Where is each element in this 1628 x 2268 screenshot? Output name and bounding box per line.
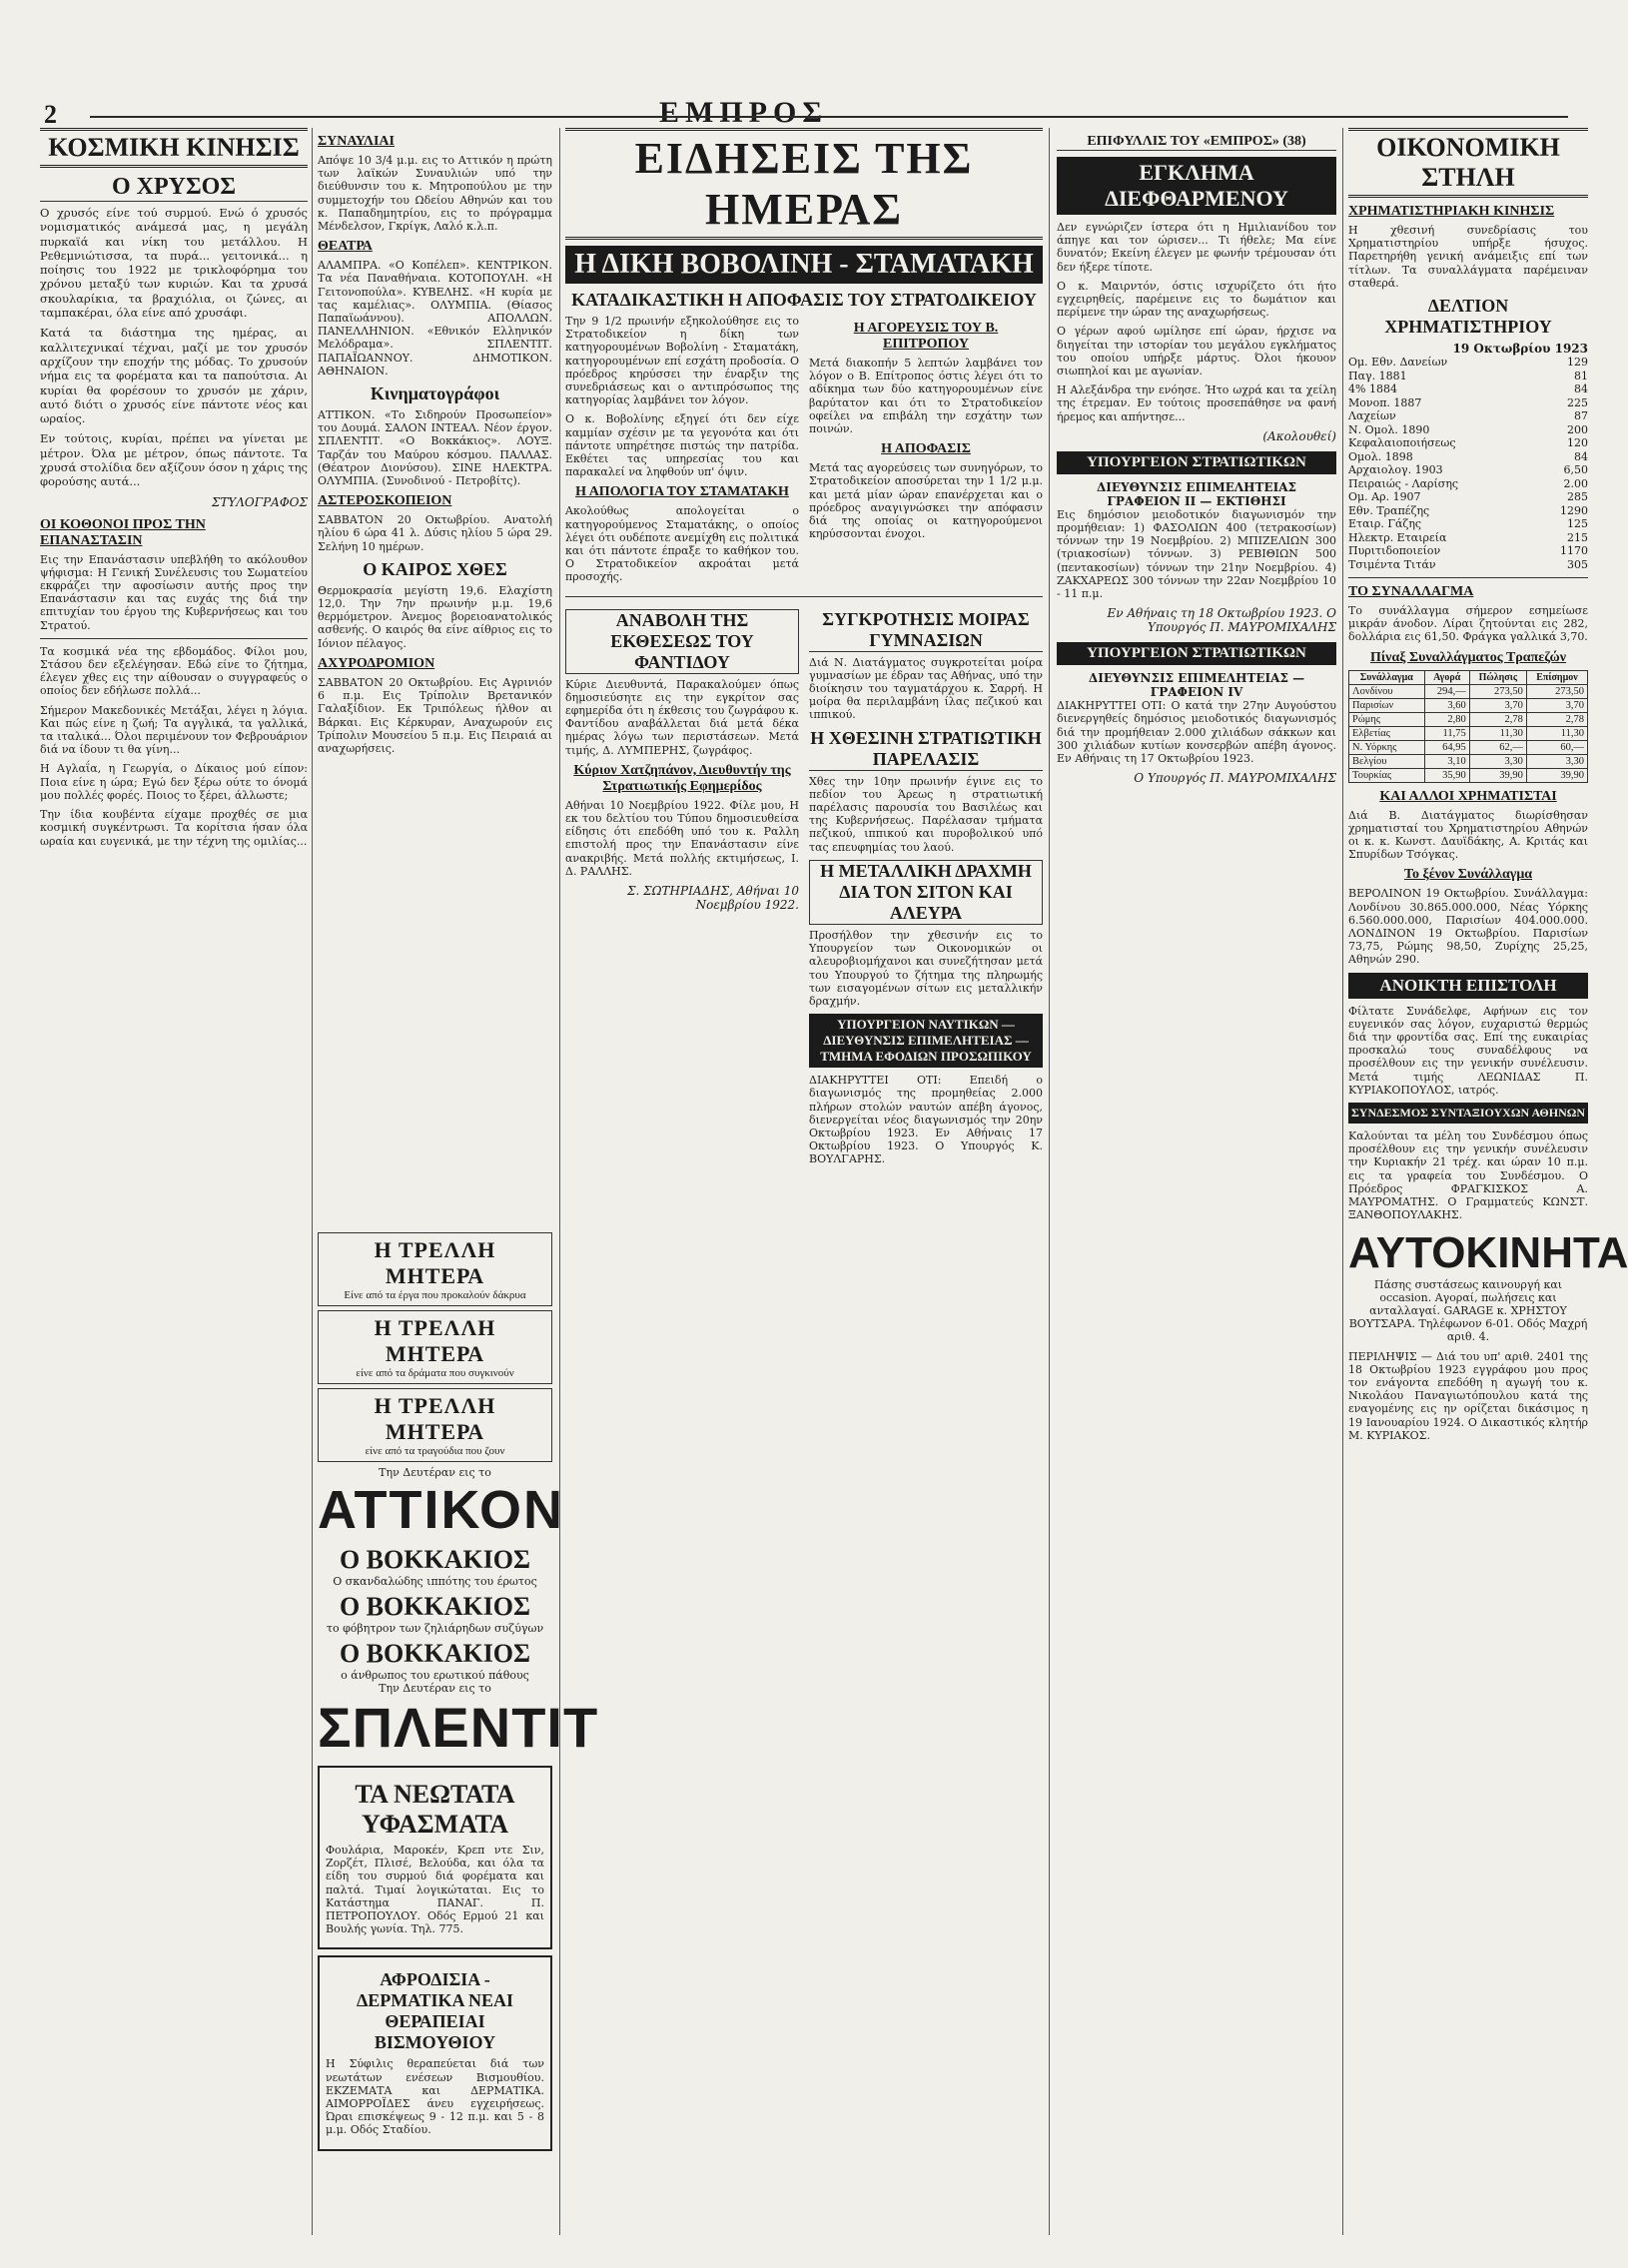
ad-title: Η ΤΡΕΛΛΗ ΜΗΤΕΡΑ [374, 1315, 496, 1366]
column-news-of-day [565, 128, 1043, 2225]
rate-value: 129 [1567, 356, 1588, 370]
ad-mad-mother-1 [318, 1232, 552, 1306]
rate-name: Αρχαιολογ. 1903 [1348, 463, 1443, 477]
rate-value: 285 [1567, 490, 1588, 504]
signature: Σ. ΣΩΤΗΡΙΑΔΗΣ, Αθήναι 10 Νοεμβρίου 1922. [626, 884, 799, 913]
rate-name: Ομ. Αρ. 1907 [1348, 490, 1421, 504]
divider [40, 638, 308, 639]
trial-columns [565, 315, 1043, 590]
article-text: Την ίδια κουβέντα είχαμε προχθές σε μια κοσμική συγκέντρωσι. Τα κορίτσια ήσαν όλα ωραία και ευγενικά, με την τέχνη της ομιλίας... [40, 808, 308, 848]
table-cell: 3,10 [1424, 754, 1469, 768]
table-cell: Ρώμης [1349, 712, 1425, 726]
article-text: Ακολούθως απολογείται ο κατηγορούμενος Σταματάκης, ο οποίος λέγει ότι ουδέποτε ανεμίχθη εις πολιτικά και ότι πάντοτε έπραξε το καθήκον του. Ο Στρατοδικείον ακροάται μετά προσοχής. [565, 504, 799, 584]
rate-value: 305 [1567, 557, 1588, 571]
table-cell: 11,30 [1469, 726, 1526, 740]
rate-value: 1290 [1560, 503, 1588, 517]
rate-row [1348, 370, 1588, 383]
rate-row [1348, 396, 1588, 410]
article-text: Καλούνται τα μέλη του Συνδέσμου όπως προσέλθουν εις την γενικήν συνέλευσιν την Κυριακήν 21 τρέχ. και ώραν 10 π.μ. εις τα γραφεία του Συνδέσμου. Ο Πρόεδρος ΦΡΑΓΚΙΣΚΟΣ Α. ΜΑΥΡΟΜΑΤΗΣ. Ο Γραμματεύς ΚΩΝΣΤ. ΞΑΝΘΟΠΟΥΛΑΚΗΣ. [1348, 1130, 1588, 1222]
ad-subtitle: το φόβητρον των ζηλιάρηδων συζύγων [326, 1622, 544, 1635]
section-banner-social: ΚΟΣΜΙΚΗ ΚΙΝΗΣΙΣ [40, 128, 308, 168]
ad-mad-mother-3 [318, 1388, 552, 1462]
ad-attikon-pre: Την Δευτέραν εις το [379, 1466, 491, 1479]
rate-row [1348, 544, 1588, 558]
rate-name: Ν. Ομολ. 1890 [1348, 422, 1430, 436]
headline-exchange-bulletin: ΔΕΛΤΙΟΝ ΧΡΗΜΑΤΙΣΤΗΡΙΟΥ [1384, 296, 1552, 338]
table-row [1349, 684, 1588, 698]
table-cell: Βελγίου [1349, 754, 1425, 768]
table-cell: 3,30 [1469, 754, 1526, 768]
headline-cinemas: Κινηματογράφοι [370, 383, 500, 404]
ad-splendit-pre: Την Δευτέραν εις το [379, 1682, 491, 1695]
rate-name: Εταιρ. Γάζης [1348, 517, 1422, 531]
ad-mad-mother-2 [318, 1310, 552, 1384]
headline-observatory: ΑΣΤΕΡΟΣΚΟΠΕΙΟΝ [318, 493, 452, 509]
table-cell: 2,78 [1469, 712, 1526, 726]
rate-name: Τσιμέντα Τιτάν [1348, 557, 1436, 571]
ad-fabrics [318, 1766, 552, 1949]
notice-text: Εις δημόσιον μειοδοτικόν διαγωνισμόν την προμήθειαν: 1) ΦΑΣΟΛΙΩΝ 400 (τετρακοσίων) τόννων την 19 Νοεμβρίου. 2) ΜΠΙΖΕΛΙΩΝ 300 (τριακοσίων) τόννων. 3) ΡΕΒΙΘΙΩΝ 500 (πεντακοσίων) τόννων την 21ην Νοεμβρίου. 4) ΖΑΚΧΑΡΕΩΣ 300 τόννων την 22αν Νοεμβρίου 10 - 11 π.μ. [1057, 507, 1336, 601]
table-cell: 273,50 [1469, 684, 1526, 698]
ads-block [318, 1228, 599, 2227]
headline-pensioners: ΣΥΝΔΕΣΜΟΣ ΣΥΝΤΑΞΙΟΥΧΩΝ ΑΘΗΝΩΝ [1348, 1103, 1588, 1124]
ad-medical [318, 1955, 552, 2150]
ad-subtitle: Ο σκανδαλώδης ιππότης του έρωτος [333, 1575, 537, 1588]
headline-trial: Η ΔΙΚΗ ΒΟΒΟΛΙΝΗ - ΣΤΑΜΑΤΑΚΗ [565, 246, 1043, 284]
table-row [1349, 712, 1588, 726]
article-text: Φίλτατε Συνάδελφε, Αφήνων εις τον ευγενικόν σας λόγον, ευχαριστώ θερμώς διά την φροντίδα σας. Επί της ευκαιρίας προσκαλώ τους συναδέλφους να προσέλθουν εις την γενικήν συνέλευσιν. Μετά τιμής ΛΕΩΝΙΔΑΣ Π. ΚΥΡΙΑΚΟΠΟΥΛΟΣ, ιατρός. [1348, 1004, 1588, 1097]
rate-name: Λαχείων [1348, 409, 1396, 423]
ad-body: Φουλάρια, Μαροκέν, Κρεπ ντε Σιν, Ζορζέτ, Πλισέ, Βελούδα, και όλα τα είδη του συρμού διά φορέματα και παλτά. Τιμαί λογικώταται. Εις το Κατάστημα ΠΑΝΑΓ. Π. ΠΕΤΡΟΠΟΥΛΟΥ. Οδός Ερμού 21 και Βουλής γωνία. Τηλ. 775. [326, 1844, 544, 1936]
headline-prosecutor: Η ΑΓΟΡΕΥΣΙΣ ΤΟΥ Β. ΕΠΙΤΡΟΠΟΥ [853, 321, 999, 352]
ad-subtitle: είνε από τα δράματα που συγκινούν [356, 1367, 514, 1379]
headline-stamatakis-defence: Η ΑΠΟΛΟΓΙΑ ΤΟΥ ΣΤΑΜΑΤΑΚΗ [575, 484, 789, 500]
subheadline-verdict: ΚΑΤΑΔΙΚΑΣΤΙΚΗ Η ΑΠΟΦΑΣΙΣ ΤΟΥ ΣΤΡΑΤΟΔΙΚΕΙΟΥ [571, 290, 1037, 310]
column-rule [559, 128, 560, 2235]
column-rule [312, 128, 313, 2235]
rate-name: Πυριτιδοποιείον [1348, 544, 1441, 558]
rate-value: 225 [1567, 395, 1588, 409]
article-text: Ο γέρων αφού ωμίλησε επί ώραν, ήρχισε να διηγείται την ιστορίαν του μεγάλου εγκλήματος του οποίου υπήρξε μάρτυς. Όλοι ήκουον σιωπηλοί και με αγωνίαν. [1057, 325, 1336, 378]
rate-row [1348, 504, 1588, 518]
feuilleton-label: ΕΠΙΦΥΛΛΙΣ ΤΟΥ «ΕΜΠΡΟΣ» (38) [1057, 134, 1336, 151]
article-text: Η Αγλαΐα, η Γεωργία, ο Δίκαιος μού είπον: Ποια είνε η ώρα; Εγώ δεν ξέρω ούτε το όνομά μου πολλές φορές. Ποιος το ξέρει, άλλωστε; [40, 762, 308, 802]
rate-row [1348, 436, 1588, 450]
ad-subtitle: Είνε από τα έργα που προκαλούν δάκρυα [344, 1289, 526, 1301]
feuilleton-title: ΕΓΚΛΗΜΑ ΔΙΕΦΘΑΡΜΕΝΟΥ [1057, 157, 1336, 215]
rate-row [1348, 477, 1588, 491]
notice-text: ΔΙΑΚΗΡΥΤΤΕΙ ΟΤΙ: Ο κατά την 27ην Αυγούστου διενεργηθείς δημόσιος μειοδοτικός διαγωνισμός διά την προμήθειαν 2.000 χιλιάδων σάκκων και 300 χιλιάδων κυτίων κονσερβών απέβη άγονος. Εν Αθήναις τη 17 Οκτωβρίου 1923. [1057, 699, 1336, 766]
column-entertainment [318, 128, 552, 1216]
table-cell: Ν. Υόρκης [1349, 740, 1425, 754]
table-cell: 3,60 [1424, 698, 1469, 712]
headline-open-letter: ΑΝΟΙΚΤΗ ΕΠΙΣΤΟΛΗ [1348, 973, 1588, 999]
headline-concerts: ΣΥΝΑΥΛΙΑΙ [318, 134, 395, 149]
rate-value: 81 [1574, 369, 1588, 382]
table-cell: 273,50 [1526, 684, 1587, 698]
ad-title: ΑΦΡΟΔΙΣΙΑ - ΔΕΡΜΑΤΙΚΑ ΝΕΑΙ ΘΕΡΑΠΕΙΑΙ ΒΙΣΜΟΥΘΙΟΥ [356, 1969, 514, 2053]
table-row [1349, 740, 1588, 754]
table-header-cell: Αγορά [1424, 670, 1469, 684]
headline-letter: Κύριον Χατζηπάνον, Διευθυντήν της Στρατιωτικής Εφημερίδος [573, 762, 791, 794]
table-cell: 64,95 [1424, 740, 1469, 754]
table-body [1349, 684, 1588, 782]
notice-signature: Εν Αθήναις τη 18 Οκτωβρίου 1923. Ο Υπουργός Π. ΜΑΥΡΟΜΙΧΑΛΗΣ [1107, 606, 1336, 635]
article-text: Μετά τας αγορεύσεις των συνηγόρων, το Στρατοδικείον αποσύρεται την 1 1/2 μ.μ. και μετά μίαν ώραν επανέρχεται και ο πρόεδρος αναγιγνώσκει την απόφασιν διά της οποίας οι κατηγορούμενοι κηρύσσονται ένοχοι. [809, 461, 1043, 541]
divider [1348, 577, 1588, 578]
table-header-row [1349, 670, 1588, 684]
news-col-right [809, 603, 1043, 1172]
article-text: Ο χρυσός είνε τού συρμού. Ενώ ό χρυσός νομισματικός ανάμεσά μας, η μεγάλη πυρκαϊά και νίκη του μετάλλου. Η Ρεθεμνιώτισσα, τα πυρά... γειτονικά... η ποίησις του 1922 με τρικλοφόρημα του χρόνου μεταξύ των κυριών. Και τα χρυσά σκουλαρίκια, τα βραχιόλια, οι ζώνες, αι ταμπακέραι, όλα είνε από χρυσάφι. [40, 206, 308, 321]
article-text: Προσήλθον την χθεσινήν εις το Υπουργείον των Οικονομικών οι αλευροβιομήχανοι και συνεζήτησαν μετά του Υπουργού το ζήτημα της πληρωμής των εισαγομένων σίτων εις μεταλλικήν δραχμήν. [809, 928, 1043, 1008]
rate-name: Εθν. Τραπέζης [1348, 503, 1430, 517]
headline-exchange: ΤΟ ΣΥΝΑΛΛΑΓΜΑ [1348, 584, 1474, 600]
rate-row [1348, 423, 1588, 437]
table-cell: 2,80 [1424, 712, 1469, 726]
section-banner-economic: ΟΙΚΟΝΟΜΙΚΗ ΣΤΗΛΗ [1348, 128, 1588, 198]
headline-racing: ΑΧΥΡΟΔΡΟΜΙΟΝ [318, 655, 435, 671]
rate-row [1348, 450, 1588, 464]
exchange-table [1348, 670, 1588, 783]
rate-value: 2.00 [1563, 476, 1588, 490]
table-cell: 3,30 [1526, 754, 1587, 768]
headline-foreign-exchange: Το ξένον Συνάλλαγμα [1403, 867, 1533, 883]
table-cell: 62,— [1469, 740, 1526, 754]
rate-value: 215 [1567, 530, 1588, 544]
column-rule [1049, 128, 1050, 2235]
headline-theatres: ΘΕΑΤΡΑ [318, 239, 373, 255]
rate-name: 4% 1884 [1348, 382, 1397, 396]
notice-ministry-header: ΥΠΟΥΡΓΕΙΟΝ ΣΤΡΑΤΙΩΤΙΚΩΝ [1057, 642, 1336, 665]
table-title: Πίναξ Συναλλάγματος Τραπεζών [1369, 649, 1567, 665]
article-text: Κύριε Διευθυντά, Παρακαλούμεν όπως δημοσιεύσητε εις την εγκρίτον σας εφημερίδα ότι η έκθεσις του ζωγράφου κ. Φαντίδου αναβάλλεται διά μετά δέκα ημέρας λόγω των περιστάσεων. Μετά τιμής, Δ. ΛΥΜΠΕΡΗΣ, ζωγράφος. [565, 677, 799, 757]
article-text: Η Αλεξάνδρα την ενόησε. Ήτο ωχρά και τα χείλη της έτρεμαν. Εν τούτοις προσεπάθησε να φανή ήρεμος και απήντησε... [1057, 383, 1336, 423]
table-cell: Τουρκίας [1349, 768, 1425, 782]
table-cell: 294,— [1424, 684, 1469, 698]
column-rule [1342, 128, 1343, 2235]
article-text: Μετά διακοπήν 5 λεπτών λαμβάνει τον λόγον ο Β. Επίτροπος όστις λέγει ότι το αδίκημα των δύο κατηγορουμένων είνε βαρύτατον και ότι το Στρατοδικείον οφείλει να επιβάλη την εσχάτην των ποινών. [809, 357, 1043, 436]
headline-weather: Ο ΚΑΙΡΟΣ ΧΘΕΣ [363, 558, 507, 579]
table-cell: 60,— [1526, 740, 1587, 754]
rate-row [1348, 409, 1588, 423]
rate-name: Μονοπ. 1887 [1348, 395, 1422, 409]
rate-row [1348, 558, 1588, 572]
rate-row [1348, 356, 1588, 370]
ad-body: Πάσης συστάσεως καινουργή και occasion. Αγοραί, πωλήσεις και ανταλλαγαί. GARAGE κ. ΧΡΗΣΤΟΥ ΒΟΥΤΣΑΡΑ. Τηλέφωνον 6-01. Οδός Μαχρή αριθ. 4. [1348, 1277, 1588, 1344]
rates-list [1348, 356, 1588, 571]
article-text: Εις την Επανάστασιν υπεβλήθη το ακόλουθον ψήφισμα: Η Γενική Συνέλευσις του Σωματείου εκφράζει την αφοσίωσιν αυτής προς την Επανάστασιν και τας ευχάς της διά την επιτυχίαν του έργου της Κυβερνήσεως και του Στρατού. [40, 552, 308, 632]
rate-row [1348, 531, 1588, 545]
ad-title: Η ΤΡΕΛΛΗ ΜΗΤΕΡΑ [374, 1237, 496, 1288]
column-feuilleton-notices [1057, 128, 1336, 2225]
ad-subtitle: ο άνθρωπος του ερωτικού πάθους [341, 1669, 529, 1682]
article-text: Αθήναι 10 Νοεμβρίου 1922. Φίλε μου, Η εκ του δελτίου του Τύπου δημοσιευθείσα είδησις ότι επεδόθη υπό του κ. Ραλλη επιστολή προς την Επανάστασιν είνε ανακριβής. Μετά πολλής εκτιμήσεως, Ι. Δ. ΡΑΛΛΗΣ. [565, 798, 799, 878]
ad-bokkakios: Ο ΒΟΚΚΑΚΙΟΣ [339, 1545, 531, 1574]
table-cell: Ελβετίας [1349, 726, 1425, 740]
article-text: Δεν εγνώριζεν ίστερα ότι η Ημιλιανίδου τον άπηγε και τον ώρισεν... Τι ήθελε; Μα είνε δυνατόν; Εκείνη έλεγεν με φωνήν τρέμουσαν ότι δεν ήξερε τίποτε. [1057, 221, 1336, 274]
article-text: ΔΙΑΚΗΡΥΤΤΕΙ ΟΤΙ: Επειδή ο διαγωνισμός της προμηθείας 2.000 πλήρων στολών ναυτών απέβη άγονος, διενεργείται νέος διαγωνισμός την 20ην Οκτωβρίου 1923. Εν Αθήναις 17 Οκτωβρίου 1923. Ο Υπουργός Κ. ΒΟΥΛΓΑΡΗΣ. [809, 1074, 1043, 1166]
article-text: ΣΑΒΒΑΤΟΝ 20 Οκτωβρίου. Εις Αγρινιόν 6 π.μ. Εις Τρίπολιν Βρετανικόν Γαλαξίδιον. Εκ Τριπόλεως ήλθον αι Βάρκαι. Εις Κέρκυραν, Αναχωρούν εις Τρίπολιν Μουσείου 5 π.μ. Εις Πειραιά αι αναχωρήσεις. [318, 675, 552, 755]
headline-brokers: ΚΑΙ ΑΛΛΟΙ ΧΡΗΜΑΤΙΣΤΑΙ [1379, 788, 1557, 804]
table-row [1349, 698, 1588, 712]
table-header-cell: Επίσημον [1526, 670, 1587, 684]
rate-value: 84 [1574, 449, 1588, 463]
rate-name: Ηλεκτρ. Εταιρεία [1348, 530, 1447, 544]
article-text: Ο κ. Βοβολίνης εξηγεί ότι δεν είχε καμμίαν σχέσιν με τα γεγονότα και ότι πάντοτε υπηρέτησε πιστώς την πατρίδα. Εκθέτει τας υπηρεσίας του και παρακαλεί να ληφθούν υπ' όψιν. [565, 412, 799, 479]
ad-title: ΤΑ ΝΕΩΤΑΤΑ ΥΦΑΣΜΑΤΑ [355, 1780, 515, 1839]
table-cell: Λονδίνου [1349, 684, 1425, 698]
trial-col-right [809, 315, 1043, 590]
article-text: ΠΕΡΙΛΗΨΙΣ — Διά του υπ' αριθ. 2401 της 18 Οκτωβρίου 1923 εγγράφου μου προς τον ενάγοντα επεδόθη η αγωγή του κ. Νικολάου Παναγιωτόπουλου κατά της εναγομένης εις ην ορίζεται δικάσιμος η 19 Ιανουαρίου 1924. Ο Δικαστικός κλητήρ Μ. ΚΥΡΙΑΚΟΣ. [1348, 1349, 1588, 1442]
headline-verdict: Η ΑΠΟΦΑΣΙΣ [881, 441, 971, 457]
article-text: Απόψε 10 3/4 μ.μ. εις το Αττικόν η πρώτη των λαϊκών Συναυλιών υπό την διεύθυνσιν του κ. Μητροπούλου με την συμμετοχήν του Ωδείου Αθηνών και του κ. Παπαδημητρίου, εις το πρόγραμμα Μένδελσον, Γκρίγκ, Λαλό κ.λ.π. [318, 154, 552, 234]
article-text: Το συνάλλαγμα σήμερον εσημείωσε μικράν άνοδον. Λίραι ζητούνται εις 282, δολλάρια εις 61,50. Φράγκα γαλλικά 3,70. [1348, 604, 1588, 644]
rate-row [1348, 382, 1588, 396]
article-text: Την 9 1/2 πρωινήν εξηκολούθησε εις το Στρατοδικείον η δίκη των κατηγορουμένων Βοβολίνη - Σταματάκη, κατηγορουμένων επί εσχάτη προδοσία. Ο πρόεδρος κηρύσσει την έναρξιν της συνεδριάσεως και ο αντιπρόσωπος της κατηγορίας λαμβάνει τον λόγον. [565, 315, 799, 407]
trial-col-left [565, 315, 799, 590]
rate-name: Ομ. Εθν. Δανείων [1348, 356, 1448, 370]
ad-attikon: ΑΤΤΙΚΟΝ [318, 1480, 565, 1540]
table-cell: 2,78 [1526, 712, 1587, 726]
headline-navy-ministry: ΥΠΟΥΡΓΕΙΟΝ ΝΑΥΤΙΚΩΝ — ΔΙΕΥΘΥΝΣΙΣ ΕΠΙΜΕΛΗΤΕΙΑΣ — ΤΜΗΜΑ ΕΦΟΔΙΩΝ ΠΡΟΣΩΠΙΚΟΥ [809, 1014, 1043, 1068]
table-cell: Παρισίων [1349, 698, 1425, 712]
table-row [1349, 754, 1588, 768]
rate-value: 125 [1567, 517, 1588, 531]
article-text: ΣΑΒΒΑΤΟΝ 20 Οκτωβρίου. Ανατολή ηλίου 6 ώρα 41 λ. Δύσις ηλίου 5 ώρα 29. Σελήνη 10 ημέρων. [318, 513, 552, 553]
ad-splendit: ΣΠΛΕΝΤΙΤ [318, 1696, 599, 1759]
rate-value: 84 [1574, 382, 1588, 396]
rate-row [1348, 490, 1588, 504]
article-text: ΑΛΑΜΠΡΑ. «Ο Κοπέλεπ». ΚΕΝΤΡΙΚΟΝ. Τα νέα Παναθήναια. ΚΟΤΟΠΟΥΛΗ. «Η Γειτονοπούλα». ΚΥΒΕΛΗΣ. «Η κυρία με τας καμέλιας». ΟΛΥΜΠΙΑ. (Θίασος Παπαϊωάννου). ΑΠΟΛΛΩΝ. ΠΑΝΕΛΛΗΝΙΟΝ. «Εθνικόν Ελληνικόν Μελόδραμα». ΣΠΛΕΝΤΙΤ. ΠΑΠΑΪΩΑΝΝΟΥ. ΔΗΜΟΤΙΚΟΝ. ΑΘΗΝΑΙΟΝ. [318, 259, 552, 378]
rate-name: Πειραιώς - Λαρίσης [1348, 476, 1459, 490]
article-text: Διά Ν. Διατάγματος συγκροτείται μοίρα γυμνασίων με έδραν τας Αθήνας, υπό την διοίκησιν του ταγματάρχου κ. Σαρρή. Η μοίρα θα περιλαμβάνη ίλας πεζικού και ιππικού. [809, 655, 1043, 722]
column-social-news [40, 128, 308, 1716]
table-cell: 11,75 [1424, 726, 1469, 740]
rate-value: 200 [1567, 422, 1588, 436]
rate-value: 120 [1567, 436, 1588, 450]
headline-gymnasium: ΣΥΓΚΡΟΤΗΣΙΣ ΜΟΙΡΑΣ ΓΥΜΝΑΣΙΩΝ [809, 609, 1043, 652]
masthead-rule [90, 116, 1568, 118]
table-row [1349, 768, 1588, 782]
table-header-cell: Συνάλλαγμα [1349, 670, 1425, 684]
rate-value: 87 [1574, 409, 1588, 423]
ad-bokkakios: Ο ΒΟΚΚΑΚΙΟΣ [339, 1592, 531, 1621]
headline-metal-drachma: Η ΜΕΤΑΛΛΙΚΗ ΔΡΑΧΜΗ ΔΙΑ ΤΟΝ ΣΙΤΟΝ ΚΑΙ ΑΛΕΥΡΑ [809, 860, 1043, 925]
ad-title: Η ΤΡΕΛΛΗ ΜΗΤΕΡΑ [374, 1393, 496, 1444]
divider [565, 596, 1043, 597]
table-header-cell: Πώλησις [1469, 670, 1526, 684]
ad-automobiles: ΑΥΤΟΚΙΝΗΤΑ [1348, 1227, 1628, 1277]
article-text: Η χθεσινή συνεδρίασις του Χρηματιστηρίου υπήρξε ήσυχος. Παρετηρήθη γενική ανάμειξις επί των τίτλων. Τα συναλλάγματα παρέμειναν σταθερά. [1348, 224, 1588, 290]
news-columns [565, 603, 1043, 1172]
byline: ΣΤΥΛΟΓΡΑΦΟΣ [211, 494, 308, 509]
article-text: Διά Β. Διατάγματος διωρίσθησαν χρηματισταί του Χρηματιστηρίου Αθηνών οι κ. κ. Κωνστ. Δαυϊδάκης, Α. Κριτάς και Σπυρίδων Τσόγκας. [1348, 808, 1588, 862]
table-cell: 39,90 [1526, 768, 1587, 782]
headline-exhibition: ΑΝΑΒΟΛΗ ΤΗΣ ΕΚΘΕΣΕΩΣ ΤΟΥ ΦΑΝΤΙΔΟΥ [565, 609, 799, 674]
section-banner-news: ΕΙΔΗΣΕΙΣ ΤΗΣ ΗΜΕΡΑΣ [565, 128, 1043, 240]
column-economic [1348, 128, 1628, 2225]
notice-signature: Ο Υπουργός Π. ΜΑΥΡΟΜΙΧΑΛΗΣ [1134, 771, 1336, 786]
table-cell: 3,70 [1469, 698, 1526, 712]
table-row [1349, 726, 1588, 740]
rate-name: Παγ. 1881 [1348, 369, 1407, 382]
rate-value: 6,50 [1563, 463, 1588, 477]
ad-body: Η Σύφιλις θεραπεύεται διά των νεωτάτων ενέσεων Βισμουθίου. ΕΚΖΕΜΑΤΑ και ΔΕΡΜΑΤΙΚΑ. ΑΙΜΟΡΡΟΪΔΕΣ άνευ εγχειρήσεως. Ώραι επισκέψεως 9 - 12 π.μ. και 5 - 8 μ.μ. Οδός Σταδίου. [326, 2057, 544, 2137]
ad-bokkakios: Ο ΒΟΚΚΑΚΙΟΣ [339, 1639, 531, 1668]
table-cell: 39,90 [1469, 768, 1526, 782]
article-text: Ο κ. Μαιρντόν, όστις ισχυρίζετο ότι ήτο εγχειρηθείς, παρέμεινε εις το δωμάτιον και περίμενε την ώραν της αναχωρήσεως. [1057, 279, 1336, 320]
news-col-left [565, 603, 799, 1172]
headline-kothonoi: ΟΙ ΚΟΘΟΝΟΙ ΠΡΟΣ ΤΗΝ ΕΠΑΝΑΣΤΑΣΙΝ [40, 516, 206, 548]
rate-row [1348, 463, 1588, 477]
article-text: Τα κοσμικά νέα της εβδομάδος. Φίλοι μου, Στάσου δεν εξελέγησαν. Εδώ είνε το ζήτημα, έλεγεν χθες εις την αίθουσαν ο συγγραφεύς ο οποίος δεν εδήλωσε πολλά... [40, 644, 308, 698]
article-text: Θερμοκρασία μεγίστη 19,6. Ελαχίστη 12,0. Την 7ην πρωινήν μ.μ. 19,6 θερμόμετρον. Άνεμος βορειοανατολικός ασθενής. Ο καιρός θα είνε αίθριος εις το Ιόνιον πέλαγος. [318, 583, 552, 650]
notice-directorate: ΔΙΕΥΘΥΝΣΙΣ ΕΠΙΜΕΛΗΤΕΙΑΣ [1096, 479, 1297, 494]
rate-name: Ομολ. 1898 [1348, 449, 1413, 463]
bulletin-date: 19 Οκτωβρίου 1923 [1452, 342, 1588, 357]
page-number: 2 [44, 100, 57, 129]
article-text: Χθες την 10ην πρωινήν έγινε εις το πεδίον του Άρεως η στρατιωτική παρέλασις παρουσία του Βασιλέως και της Κυβερνήσεως. Παρέλασαν τμήματα πεζικού, ιππικού και πυροβολικού υπό τας επευφημίας του λαού. [809, 774, 1043, 854]
article-text: Εν τούτοις, κυρίαι, πρέπει να γίνεται με μέτρον. Όλα με μέτρον, όπως πάντοτε. Τα χρυσά στολίδια δεν αξίζουν όσον η χάρις της φορούσης αυτά... [40, 431, 308, 489]
article-text: Σήμερον Μακεδονικές Μετάξαι, λέγει η λόγια. Και πώς είνε η ζωή; Τα αγγλικά, τα γαλλικά, τα ιταλικά... Όλοι περιμένουν τον Φεβρουάριον διά να ίδουν τι θα γίνη... [40, 703, 308, 757]
masthead: ΕΜΠΡΟΣ [659, 96, 828, 129]
rate-value: 1170 [1560, 544, 1588, 558]
ad-subtitle: είνε από τα τραγούδια που ζουν [365, 1445, 505, 1457]
article-text: ΒΕΡΟΛΙΝΟΝ 19 Οκτωβρίου. Συνάλλαγμα: Λονδίνου 30.865.000.000, Νέας Υόρκης 6.560.000.000, Παρισίων 404.000.000. ΛΟΝΔΙΝΟΝ 19 Οκτωβρίου. Παρισίων 73,75, Ρώμης 98,50, Ζυρίχης 25,25, Αθηνών 290. [1348, 887, 1588, 967]
article-text: ΑΤΤΙΚΟΝ. «Το Σιδηρούν Προσωπείον» του Δουμά. ΣΑΛΟΝ ΙΝΤΕΑΛ. Νέον έργον. ΣΠΛΕΝΤΙΤ. «Ο Βοκκάκιος». ΛΟΥΞ. Ταρζάν του Μαύρου κόσμου. ΠΑΛΛΑΣ. (Θέατρον Διονύσου). ΣΙΝΕ ΗΛΕΚΤΡΑ. ΟΛΥΜΠΙΑ. (Συνοδινού - Πετροβίτς). [318, 408, 552, 488]
table-cell: 3,70 [1526, 698, 1587, 712]
notice-ministry-header: ΥΠΟΥΡΓΕΙΟΝ ΣΤΡΑΤΙΩΤΙΚΩΝ [1057, 451, 1336, 474]
article-text: Κατά τα διάστημα της ημέρας, αι καλλιτεχνικαί τέχναι, μαζί με τον χρυσόν αρχίζουν την εποχήν της μόδας. Το χρυσούν νήμα εις τα φορέματα και τα παπούτσια. Αι κυρίαι θα φορέσουν το χρυσόν με χάριν, αυτό διότι ο χρυσός είνε πάντοτε νέος και ωραίος. [40, 326, 308, 426]
rate-row [1348, 517, 1588, 531]
headline-exchange-movement: ΧΡΗΜΑΤΙΣΤΗΡΙΑΚΗ ΚΙΝΗΣΙΣ [1348, 204, 1555, 219]
notice-office: ΓΡΑΦΕΙΟΝ ΙΙ — ΕΚΤΙΘΗΣΙ [1107, 493, 1286, 508]
notice-directorate: ΔΙΕΥΘΥΝΣΙΣ ΕΠΙΜΕΛΗΤΕΙΑΣ — ΓΡΑΦΕΙΟΝ IV [1088, 671, 1305, 700]
headline-parade: Η ΧΘΕΣΙΝΗ ΣΤΡΑΤΙΩΤΙΚΗ ΠΑΡΕΛΑΣΙΣ [810, 727, 1042, 769]
table-cell: 35,90 [1424, 768, 1469, 782]
table-cell: 11,30 [1526, 726, 1587, 740]
to-be-continued: (Ακολουθεί) [1262, 428, 1336, 443]
headline-gold: Ο ΧΡΥΣΟΣ [40, 174, 308, 202]
rate-name: Κεφαλαιοποιήσεως [1348, 436, 1456, 450]
